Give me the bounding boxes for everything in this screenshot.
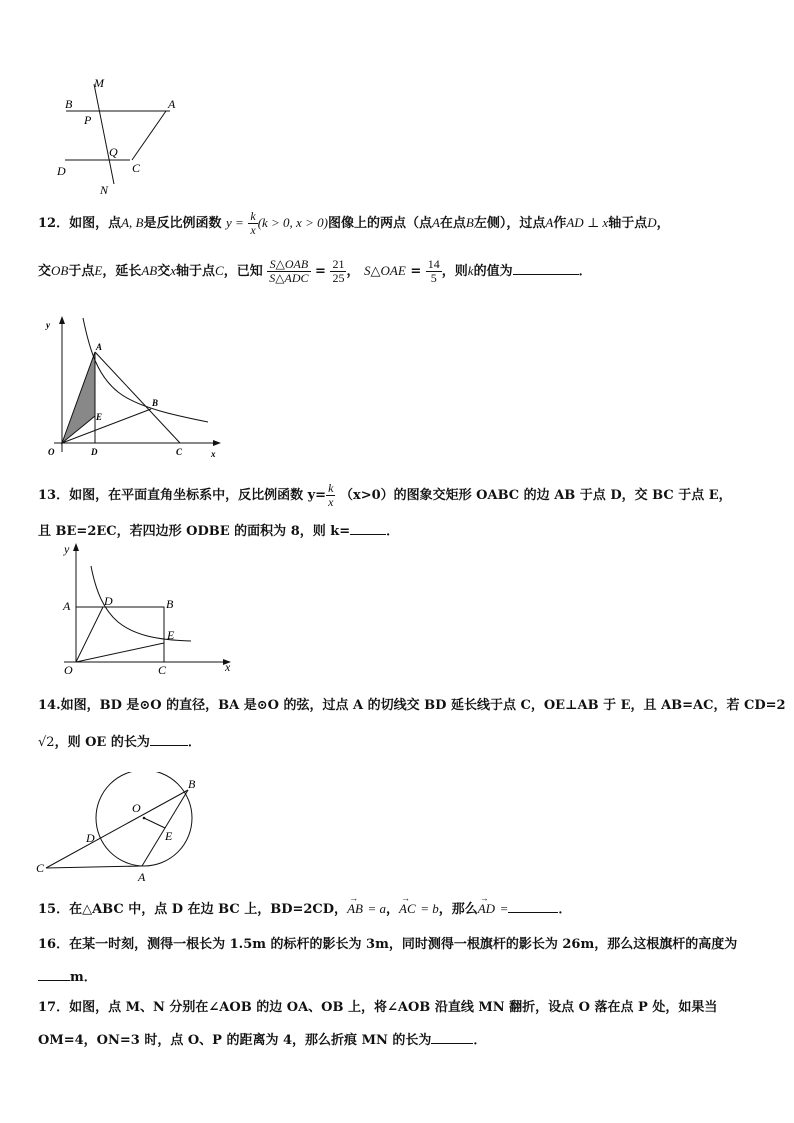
label-o: O	[48, 447, 55, 457]
fraction-denominator: 5	[430, 271, 437, 285]
fraction-numerator: 21	[332, 257, 345, 271]
q12-area-ratio	[267, 258, 310, 285]
label-p: P	[84, 113, 92, 127]
label-c: C	[176, 447, 183, 457]
question-13-line-2	[38, 520, 758, 542]
q12-points: A, B	[121, 215, 144, 230]
label-e: E	[96, 412, 103, 422]
q12-text: ，	[346, 264, 360, 279]
q15-text: 15．在△ABC 中，点 D 在边 BC 上，BD=2CD，	[38, 902, 348, 917]
fraction-numerator: k	[250, 209, 256, 223]
label-d: D	[57, 164, 66, 178]
q12-text: 轴于点	[176, 264, 216, 279]
label-e: E	[165, 829, 173, 843]
label-d: D	[86, 831, 95, 845]
q12-variable: k	[467, 263, 474, 278]
label-y: y	[46, 320, 50, 330]
fraction-denominator: x	[328, 495, 334, 509]
label-m: M	[94, 76, 104, 90]
q14-text: ．	[187, 735, 201, 750]
label-b: B	[188, 777, 196, 791]
line-oe	[144, 818, 165, 828]
label-b: B	[152, 398, 159, 408]
q12-text: 12．如图，点	[38, 216, 122, 231]
q12-point: C	[215, 263, 224, 278]
q17-text: 17．如图，点 M、N 分别在∠AOB 的边 OA、OB 上，将∠AOB 沿直线 MN 翻折，设点 O 落在点 P 处，如果当	[38, 1000, 718, 1015]
q12-point: A	[545, 215, 554, 230]
line-ac	[132, 111, 166, 160]
answer-blank[interactable]	[38, 966, 70, 981]
q12-perpendicular: AD ⊥ x	[566, 215, 609, 230]
y-axis-arrow	[73, 543, 79, 551]
q14-sqrt: √2	[38, 735, 55, 750]
question-16-line-1	[38, 935, 758, 955]
q12-text: 作	[553, 216, 567, 231]
label-e: E	[167, 628, 175, 642]
answer-blank[interactable]	[150, 731, 188, 746]
q12-point: B	[465, 215, 474, 230]
label-q: Q	[109, 145, 118, 159]
question-12-line-2	[38, 258, 758, 285]
figure-q14	[30, 772, 210, 884]
q12-text: 轴于点	[608, 216, 648, 231]
q12-area-value	[426, 258, 442, 285]
label-b: B	[65, 97, 73, 111]
q12-text: 交	[157, 264, 171, 279]
q12-ratio-value	[330, 258, 346, 285]
label-a: A	[96, 342, 103, 352]
figure-q11	[50, 72, 200, 197]
fraction-numerator: S△OAB	[267, 258, 310, 272]
question-14-line-1	[38, 696, 786, 716]
q12-func-fraction	[248, 210, 257, 237]
fraction-denominator: S△ADC	[269, 271, 309, 285]
vector-ab: → AB	[347, 899, 363, 919]
label-o: O	[64, 663, 73, 676]
question-13-line-1	[38, 482, 758, 509]
center-dot	[143, 817, 146, 820]
q15-text: ，那么	[438, 902, 478, 917]
label-d: D	[91, 447, 98, 457]
q12-text: ，延长	[102, 264, 142, 279]
q12-text: 交	[38, 264, 52, 279]
q12-area-oae: S△OAE	[364, 263, 406, 278]
q12-text: ，已知	[223, 264, 263, 279]
q12-point: D	[647, 215, 657, 230]
q14-text: ，则 OE 的长为	[54, 735, 150, 750]
q12-point: E	[94, 263, 103, 278]
q16-text: 16．在某一时刻，测得一根长为 1.5m 的标杆的影长为 3m，同时测得一根旗杆的影长为 26m，那么这根旗杆的高度为	[38, 937, 738, 952]
question-17-line-1	[38, 998, 758, 1018]
q12-text: 在点	[439, 216, 466, 231]
q15-equation: = a	[367, 901, 387, 916]
line-ac	[95, 352, 180, 443]
q17-text: OM=4，ON=3 时，点 O、P 的距离为 4，那么折痕 MN 的长为	[38, 1033, 432, 1048]
q12-segment: AB	[141, 263, 158, 278]
x-axis-arrow	[213, 440, 221, 446]
q13-func-fraction	[326, 482, 335, 509]
q12-equals: =	[315, 264, 326, 279]
label-y: y	[64, 542, 70, 556]
label-c: C	[36, 861, 45, 875]
q13-text: （x>0）的图象交矩形 OABC 的边 AB 于点 D，交 BC 于点 E，	[339, 488, 732, 503]
label-o: O	[132, 801, 141, 815]
q12-text: 图像上的两点（点	[327, 216, 432, 231]
line-oe	[76, 643, 164, 662]
figure-q12	[38, 312, 228, 462]
answer-blank[interactable]	[508, 898, 558, 913]
q15-equation: =	[499, 901, 509, 916]
q12-text: 的值为	[473, 264, 513, 279]
q13-text: ．	[386, 524, 400, 539]
q12-func-lhs: y =	[226, 215, 244, 230]
q13-text: 且 BE=2EC，若四边形 ODBE 的面积为 8，则 k=	[38, 524, 351, 539]
label-n: N	[100, 183, 109, 197]
question-15	[38, 898, 758, 920]
q13-text: 13．如图，在平面直角坐标系中，反比例函数 y=	[38, 488, 327, 503]
q12-text: 于点	[68, 264, 95, 279]
question-17-line-2	[38, 1029, 758, 1051]
q17-text: ．	[473, 1033, 487, 1048]
q12-text: 左侧），过点	[473, 216, 546, 231]
question-12-line-1	[38, 210, 758, 237]
q15-text: ．	[558, 902, 572, 917]
label-x: x	[225, 660, 231, 674]
fraction-numerator: 14	[427, 257, 440, 271]
vector-ad: → AD	[478, 899, 495, 919]
question-16-line-2	[38, 966, 758, 988]
fraction-denominator: x	[250, 223, 256, 237]
q12-text: ，	[656, 216, 670, 231]
q12-text: ，则	[441, 264, 468, 279]
label-a: A	[63, 599, 71, 613]
q12-text: ．	[578, 264, 592, 279]
q12-axis: x	[170, 263, 177, 278]
q12-point: A	[431, 215, 440, 230]
q12-text: 是反比例函数	[143, 216, 222, 231]
q16-text: m．	[70, 970, 97, 985]
line-od	[76, 607, 103, 662]
question-14-line-2	[38, 731, 758, 753]
q12-condition: (k > 0, x > 0)	[257, 215, 328, 230]
label-c: C	[158, 663, 167, 676]
answer-blank[interactable]	[431, 1029, 473, 1044]
answer-blank[interactable]	[513, 260, 579, 275]
label-a: A	[138, 870, 146, 884]
label-d: D	[104, 594, 113, 608]
label-b: B	[166, 597, 174, 611]
q12-segment: OB	[51, 263, 69, 278]
figure-q13	[56, 540, 242, 676]
line-ca	[46, 866, 142, 868]
q15-text: ，	[386, 902, 400, 917]
label-a: A	[168, 97, 176, 111]
label-x: x	[211, 449, 216, 459]
label-c: C	[132, 161, 141, 175]
line-mn	[94, 84, 114, 184]
fraction-numerator: k	[328, 481, 334, 495]
shaded-triangle-oae	[62, 352, 95, 443]
fraction-denominator: 25	[332, 271, 345, 285]
q14-text: 14.如图，BD 是⊙O 的直径，BA 是⊙O 的弦，过点 A 的切线交 BD 延长线于点 C，OE⊥AB 于 E，且 AB=AC，若 CD=2	[38, 698, 786, 713]
answer-blank[interactable]	[350, 520, 386, 535]
q12-equals: =	[410, 264, 422, 279]
vector-ac: → AC	[399, 899, 416, 919]
y-axis-arrow	[59, 316, 65, 324]
q15-equation: = b	[420, 901, 439, 916]
